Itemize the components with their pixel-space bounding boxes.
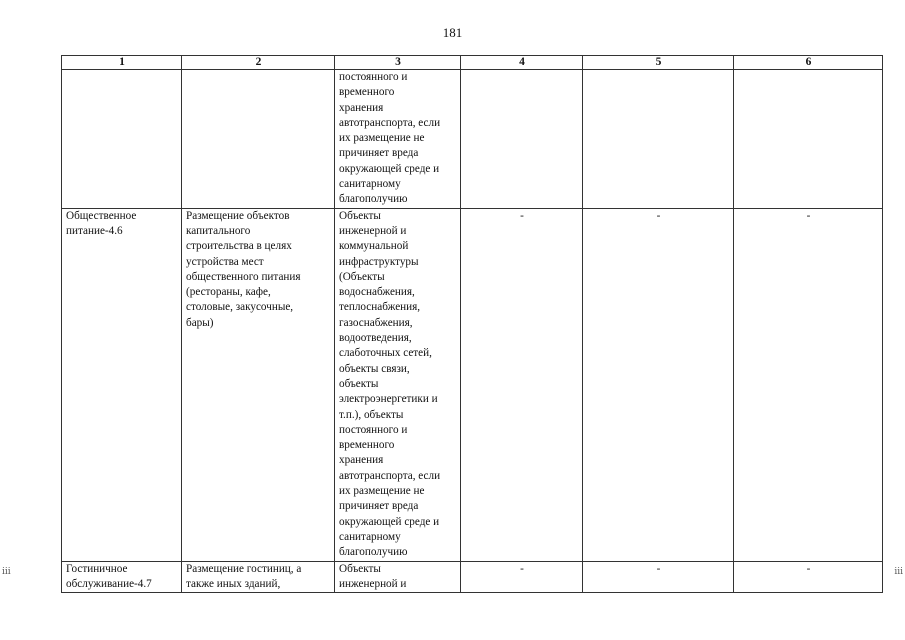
table-cell (461, 561, 583, 593)
table-cell (62, 70, 182, 209)
table-container (61, 55, 882, 590)
cell-text: Объекты инженерной и коммунальной инфраструктуры (Объекты водоснабжения, теплоснабжения, газоснабжения, водоотведения, слаботочных сетей, объекты связи, объекты электроэнергетики и т.п.), объекты постоянного и временного хранения автотранспорта, если их размещение не причиняет вреда окружающей среде и санитарному благополучию (339, 209, 441, 559)
table-cell (461, 208, 583, 561)
table-cell (583, 208, 734, 561)
table-row (62, 70, 883, 209)
left-edge-mark: ⅲ (2, 566, 11, 576)
cell-text: - (520, 562, 524, 575)
cell-text: постоянного и временного хранения автотранспорта, если их размещение не причиняет вреда окружающей среде и санитарному благополучию (339, 71, 441, 206)
table-cell (62, 561, 182, 593)
table-cell (734, 70, 883, 209)
column-header-4: 4 (461, 56, 583, 70)
cell-text: Гостиничное обслуживание-4.7 (66, 562, 152, 590)
cell-text: Объекты инженерной и (339, 562, 407, 590)
page-number: 181 (442, 25, 463, 40)
table-cell (182, 70, 335, 209)
table-cell (734, 208, 883, 561)
table-row (62, 561, 883, 593)
table-cell (335, 208, 461, 561)
cell-text: - (656, 209, 661, 222)
cell-text: Размещение гостиниц, а также иных зданий, (186, 562, 302, 590)
table-cell (583, 561, 734, 593)
column-header-5: 5 (583, 56, 734, 70)
right-edge-mark: ⅲ (894, 566, 903, 576)
column-header-6: 6 (734, 56, 883, 70)
land-use-table (61, 55, 883, 593)
cell-text: - (520, 209, 524, 222)
column-header-3: 3 (335, 56, 461, 70)
header-row (62, 56, 883, 70)
table-cell (182, 561, 335, 593)
column-header-1: 1 (62, 56, 182, 70)
table-cell (62, 208, 182, 561)
cell-text: - (656, 562, 661, 575)
table-cell (734, 561, 883, 593)
table-cell (182, 208, 335, 561)
cell-text: - (806, 562, 811, 575)
table-row (62, 208, 883, 561)
column-header-2: 2 (182, 56, 335, 70)
cell-text: Общественное питание-4.6 (66, 209, 137, 237)
table-cell (335, 70, 461, 209)
cell-text: - (806, 209, 811, 222)
cell-text: Размещение объектов капитального строительства в целях устройства мест общественного питания (рестораны, кафе, столовые, закусочные, бары) (186, 209, 301, 329)
table-cell (335, 561, 461, 593)
table-cell (583, 70, 734, 209)
table-cell (461, 70, 583, 209)
